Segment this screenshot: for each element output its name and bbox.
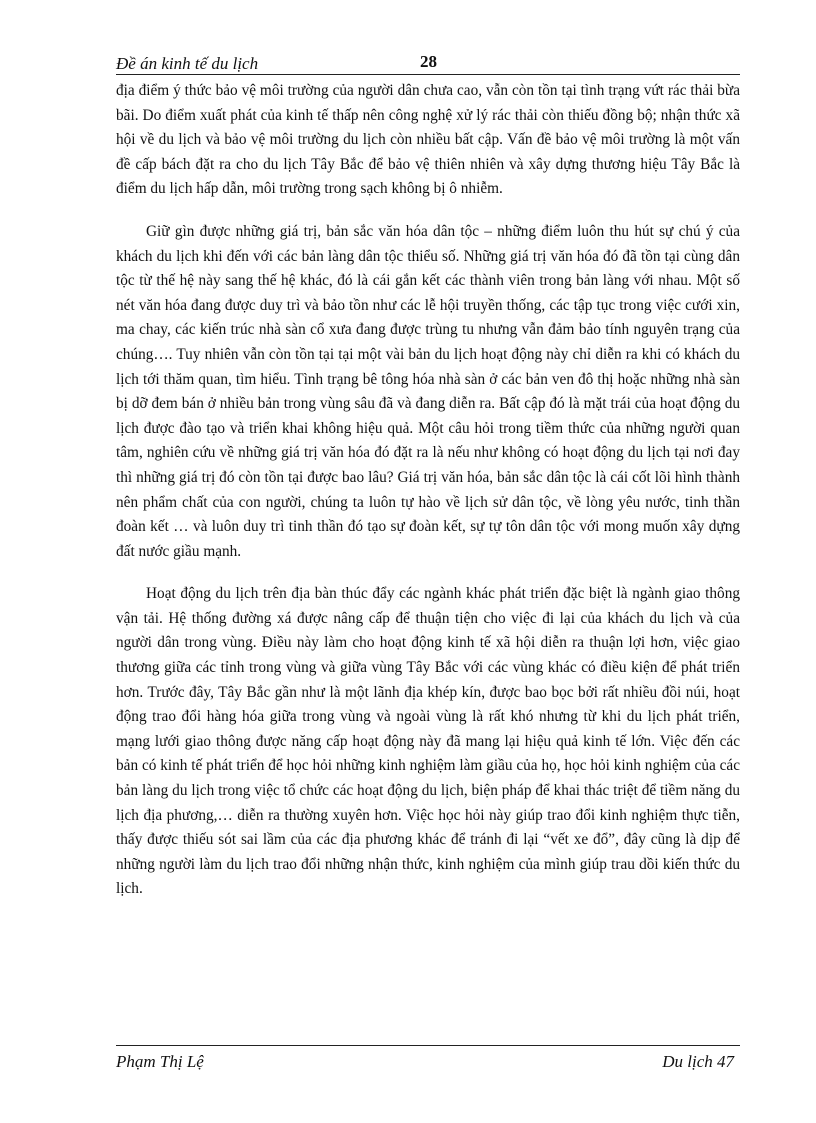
footer-divider — [116, 1045, 740, 1046]
paragraph-continuation: địa điểm ý thức bảo vệ môi trường của người dân chưa cao, vẫn còn tồn tại tình trạng vứt rác thải bừa bãi. Do điểm xuất phát của kinh tế thấp nên công nghệ xử lý rác thải còn thiếu đồng bộ; nhận thức xã hội về du lịch và bảo vệ môi trường du lịch còn nhiều bất cập. Vấn đề bảo vệ môi trường là một vấn đề cấp bách đặt ra cho du lịch Tây Bắc để bảo vệ thiên nhiên và xây dựng thương hiệu Tây Bắc là điểm du lịch hấp dẫn, môi trường trong sạch không bị ô nhiễm. — [116, 82, 740, 198]
page-body — [116, 79, 740, 902]
page-header — [116, 48, 740, 74]
paragraph-cultural-values: Giữ gìn được những giá trị, bản sắc văn hóa dân tộc – những điểm luôn thu hút sự chú ý của khách du lịch khi đến với các bản làng dân tộc thiểu số. Những giá trị văn hóa đó đã tồn tại cùng dân tộc từ thế hệ này sang thế hệ khác, đó là cái gắn kết các thành viên trong bản làng với nhau. Một số nét văn hóa đang được duy trì và bảo tồn như các lễ hội truyền thống, các tập tục trong việc cưới xin, ma chay, các kiến trúc nhà sàn cổ xưa đang được trùng tu nhưng vẫn đảm bảo tính nguyên trạng của chúng…. Tuy nhiên vẫn còn tồn tại tại một vài bản du lịch hoạt động này chỉ diễn ra khi có khách du lịch tới thăm quan, tìm hiểu. Tình trạng bê tông hóa nhà sàn ở các bản ven đô thị hoặc những nhà sàn bị dỡ đem bán ở nhiều bản trong vùng sâu đã và đang diễn ra. Bất cập đó là mặt trái của hoạt động du lịch được đào tạo và triển khai không hiệu quả. Một câu hỏi trong tiềm thức của những người quan tâm, nghiên cứu về những giá trị văn hóa đó đặt ra là nếu như không có hoạt động du lịch tại nơi đay thì những giá trị đó còn tồn tại được bao lâu? Giá trị văn hóa, bản sắc dân tộc là cái cốt lõi hình thành nên phẩm chất của con người, chúng ta luôn tự hào về lịch sử dân tộc, về lòng yêu nước, tinh thần đoàn kết … và luôn duy trì tinh thần đó tạo sự đoàn kết, sự tự tôn dân tộc với mong muốn xây dựng đất nước giầu mạnh. — [116, 222, 740, 560]
footer-course: Du lịch 47 — [662, 1052, 734, 1071]
page-footer — [116, 1045, 740, 1085]
page-number: 28 — [420, 52, 437, 71]
footer-author: Phạm Thị Lệ — [116, 1052, 204, 1071]
header-divider — [116, 74, 740, 75]
document-title: Đề án kinh tế du lịch — [116, 54, 259, 73]
paragraph-transport: Hoạt động du lịch trên địa bàn thúc đẩy các ngành khác phát triển đặc biệt là ngành giao thông vận tải. Hệ thống đường xá được nâng cấp để thuận tiện cho việc đi lại của khách du lịch và của người dân trong vùng. Điều này làm cho hoạt động kinh tế xã hội diễn ra thuận lợi hơn, việc giao thương giữa các tỉnh trong vùng và giữa vùng Tây Bắc với các vùng khác có điều kiện để phát triển hơn. Trước đây, Tây Bắc gần như là một lãnh địa khép kín, được bao bọc bởi rất nhiều đồi núi, hoạt động trao đổi hàng hóa giữa trong vùng và ngoài vùng là rất khó nhưng từ khi du lịch phát triển, mạng lưới giao thông được năng cấp hoạt động này đã mang lại hiệu quả kinh tế lớn. Việc đến các bản có kinh tế phát triển để học hỏi những kinh nghiệm làm giầu của họ, học hỏi kinh nghiệm của các bản làng du lịch trong việc tổ chức các hoạt động du lịch, biện pháp để khai thác triệt để tiềm năng du lịch địa phương,… diễn ra thường xuyên hơn. Việc học hỏi này giúp trao đổi kinh nghiệm thực tiễn, thấy được thiếu sót sai lầm của các địa phương khác để tránh đi lại “vết xe đổ”, đây cũng là dịp để những người làm du lịch trao đổi những nhận thức, kinh nghiệm của mình giúp trau dồi kiến thức du lịch. — [116, 585, 740, 898]
